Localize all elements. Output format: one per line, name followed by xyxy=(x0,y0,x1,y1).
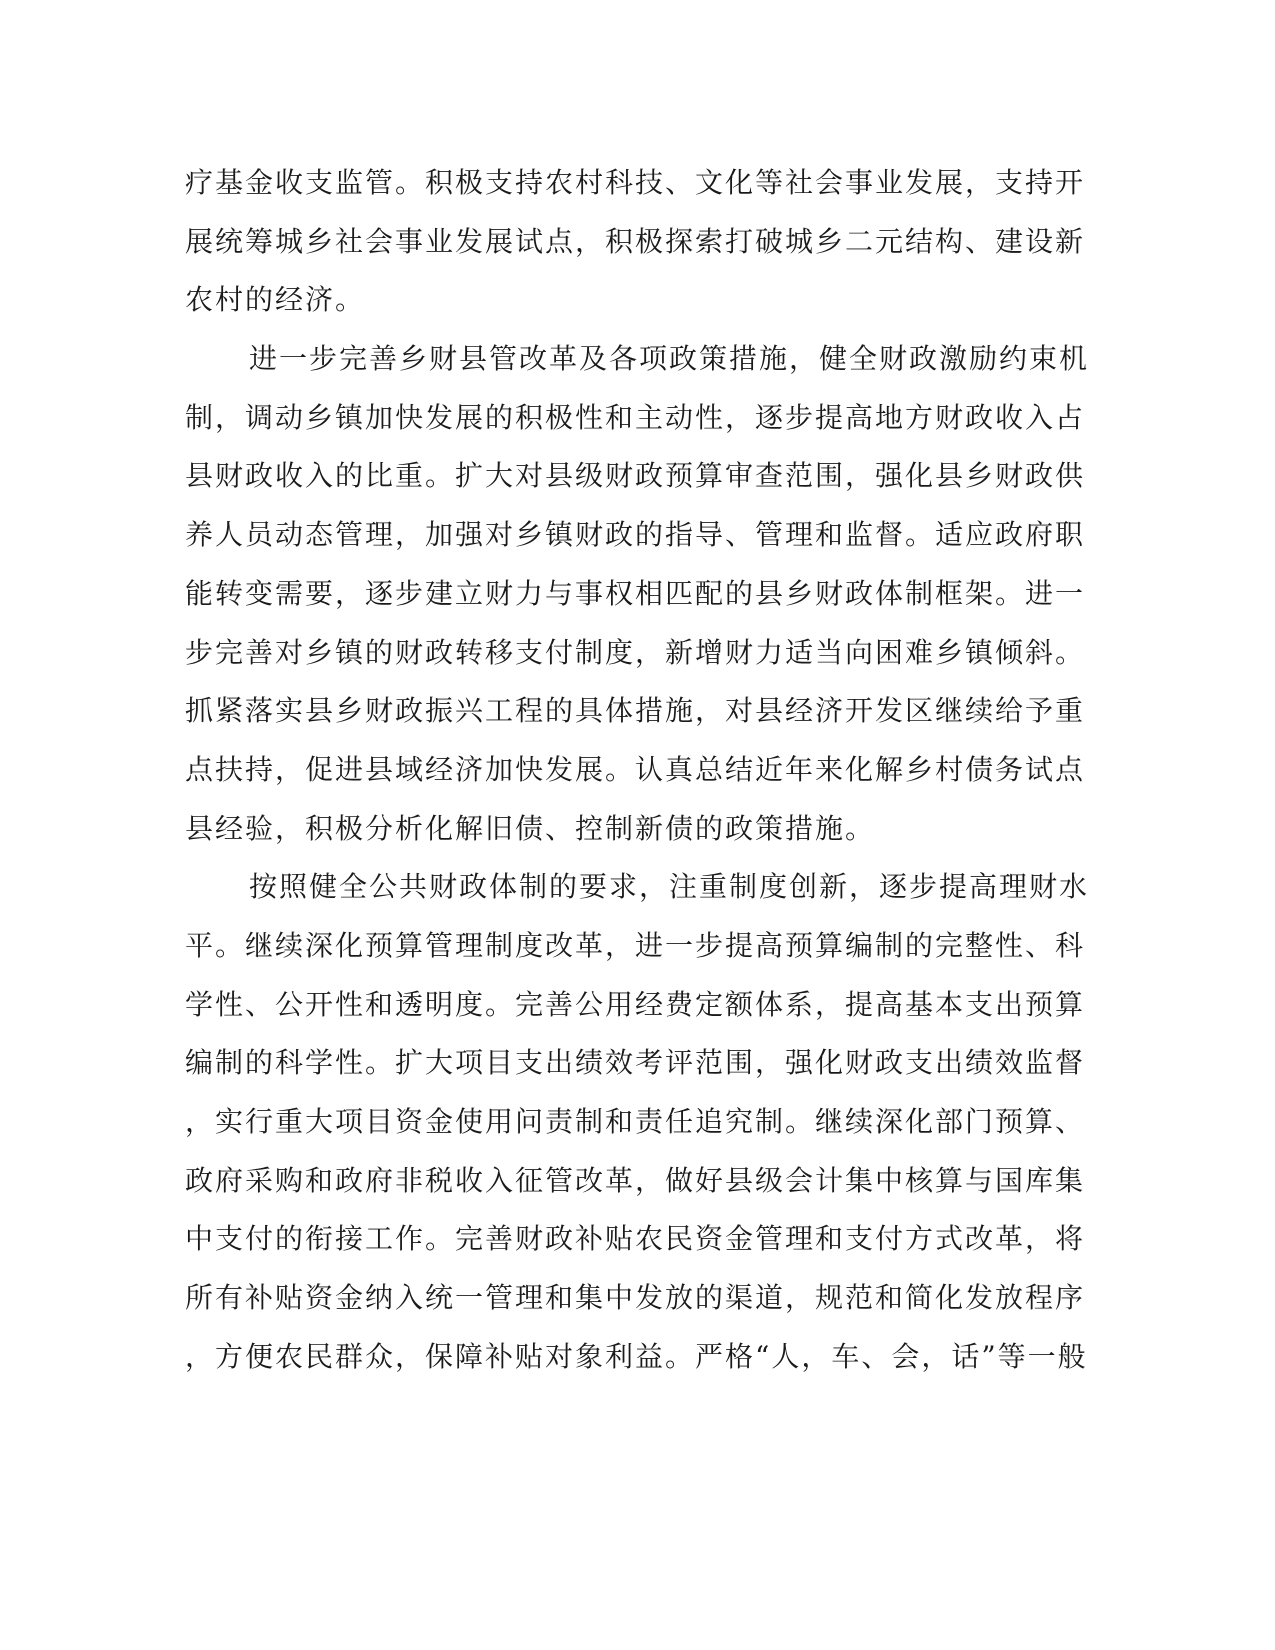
paragraph-3 xyxy=(185,858,1090,1386)
text-line: 平。继续深化预算管理制度改革，进一步提高预算编制的完整性、科 xyxy=(185,928,1086,962)
text-line: 抓紧落实县乡财政振兴工程的具体措施，对县经济开发区继续给予重 xyxy=(185,694,1086,728)
text-line: 点扶持，促进县域经济加快发展。认真总结近年来化解乡村债务试点 xyxy=(185,752,1086,786)
document-body xyxy=(185,154,1090,1386)
text-line: 疗基金收支监管。积极支持农村科技、文化等社会事业发展，支持开 xyxy=(185,166,1086,199)
text-line: 编制的科学性。扩大项目支出绩效考评范围，强化财政支出绩效监督 xyxy=(185,1046,1086,1080)
text-line: 农村的经济。 xyxy=(185,283,366,317)
text-line: 能转变需要，逐步建立财力与事权相匹配的县乡财政体制框架。进一 xyxy=(185,576,1086,610)
text-line: 展统筹城乡社会事业发展试点，积极探索打破城乡二元结构、建设新 xyxy=(185,224,1086,258)
text-line: 制，调动乡镇加快发展的积极性和主动性，逐步提高地方财政收入占 xyxy=(185,400,1086,434)
text-line: 政府采购和政府非税收入征管改革，做好县级会计集中核算与国库集 xyxy=(185,1163,1086,1197)
text-line: 县经验，积极分析化解旧债、控制新债的政策措施。 xyxy=(185,811,876,845)
text-line: 所有补贴资金纳入统一管理和集中发放的渠道，规范和简化发放程序 xyxy=(185,1281,1086,1315)
text-line: 学性、公开性和透明度。完善公用经费定额体系，提高基本支出预算 xyxy=(185,987,1086,1021)
paragraph-2 xyxy=(185,330,1090,858)
text-line: 进一步完善乡财县管改革及各项政策措施，健全财政激励约束机 xyxy=(249,342,1090,376)
text-line: 养人员动态管理，加强对乡镇财政的指导、管理和监督。适应政府职 xyxy=(185,518,1086,552)
text-line: 按照健全公共财政体制的要求，注重制度创新，逐步提高理财水 xyxy=(249,870,1090,904)
text-line: 步完善对乡镇的财政转移支付制度，新增财力适当向困难乡镇倾斜。 xyxy=(185,635,1086,669)
text-line: ，方便农民群众，保障补贴对象利益。严格“人，车、会，话”等一般 xyxy=(185,1339,1088,1373)
text-line: ，实行重大项目资金使用问责制和责任追究制。继续深化部门预算、 xyxy=(185,1105,1086,1138)
text-line: 中支付的衔接工作。完善财政补贴农民资金管理和支付方式改革，将 xyxy=(185,1222,1086,1256)
text-line: 县财政收入的比重。扩大对县级财政预算审查范围，强化县乡财政供 xyxy=(185,459,1086,493)
paragraph-1 xyxy=(185,154,1086,330)
